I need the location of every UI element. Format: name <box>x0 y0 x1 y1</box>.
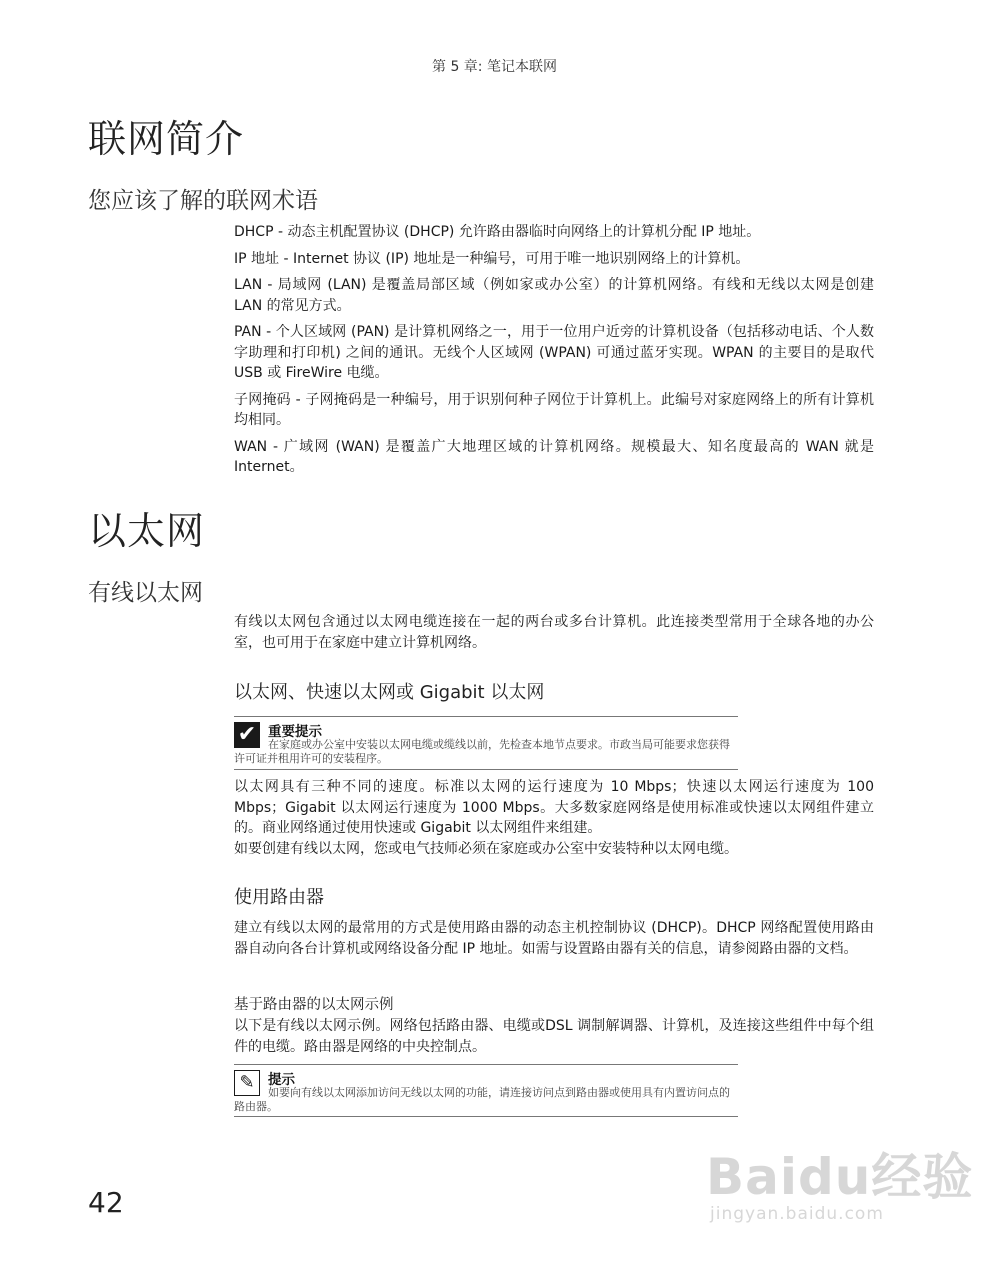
term-item: 子网掩码 - 子网掩码是一种编号，用于识别何种子网位于计算机上。此编号对家庭网络上的所有计算机均相同。 <box>234 391 875 428</box>
term-label: PAN <box>234 324 262 340</box>
note-title: 提示 <box>268 1072 295 1088</box>
ethernet-speeds-paragraph: 以太网具有三种不同的速度。标准以太网的运行速度为 10 Mbps；快速以太网运行速度为 100 Mbps；Gigabit 以太网运行速度为 1000 Mbps。大多数家庭网络是使用标准或快速以太网组件建立的。商业网络通过使用快速或 Gigabit 以太网组件来组建。 <box>234 779 874 836</box>
term-definition: Internet 协议 (IP) 地址是一种编号，可用于唯一地识别网络上的计算机。 <box>292 250 750 267</box>
term-label: WAN <box>234 438 268 455</box>
page-number: 42 <box>88 1186 124 1219</box>
heading-router-example: 基于路由器的以太网示例 <box>234 997 394 1013</box>
chapter-header: 第 5 章: 笔记本联网 <box>432 59 557 75</box>
term-definition: 动态主机配置协议 (DHCP) 允许路由器临时向网络上的计算机分配 IP 地址。 <box>287 224 761 240</box>
term-item: PAN - 个人区域网 (PAN) 是计算机网络之一，用于一位用户近旁的计算机设备（包括移动电话、个人数字助理和打印机) 之间的通讯。无线个人区域网 (WPAN) 可通过蓝牙实现。WPAN 的主要目的是取代 USB 或 FireWire 电缆。 <box>234 324 875 381</box>
tip-note-box <box>234 1064 738 1117</box>
section-title-ethernet: 以太网 <box>88 509 206 553</box>
check-icon: ✔ <box>234 722 260 748</box>
wired-ethernet-intro: 有线以太网包含通过以太网电缆连接在一起的两台或多台计算机。此连接类型常用于全球各地的办公室，也可用于在家庭中建立计算机网络。 <box>234 614 874 651</box>
section-title-networking-intro: 联网简介 <box>88 117 245 161</box>
note-body: 在家庭或办公室中安装以太网电缆或缆线以前，先检查本地节点要求。市政当局可能要求您获得许可证并租用许可的安装程序。 <box>234 738 730 765</box>
term-item: DHCP - 动态主机配置协议 (DHCP) 允许路由器临时向网络上的计算机分配 IP 地址。 <box>234 224 761 240</box>
heading-ethernet-speeds: 以太网、快速以太网或 Gigabit 以太网 <box>234 682 545 703</box>
subsection-title-terms: 您应该了解的联网术语 <box>88 188 318 214</box>
term-definition: 广域网 (WAN) 是覆盖广大地理区域的计算机网络。规模最大、知名度最高的 WAN 就是 Internet。 <box>234 438 874 475</box>
watermark-site: jingyan.baidu.com <box>710 1204 884 1224</box>
term-item: LAN - 局域网 (LAN) 是覆盖局部区域（例如家或办公室）的计算机网络。有线和无线以太网是创建 LAN 的常见方式。 <box>234 277 874 314</box>
term-definition-list <box>234 222 874 484</box>
pencil-icon: ✎ <box>234 1070 260 1096</box>
router-example-paragraph: 以下是有线以太网示例。网络包括路由器、电缆或DSL 调制解调器、计算机，及连接这些组件中每个组件的电缆。路由器是网络的中央控制点。 <box>234 1018 874 1055</box>
router-paragraph: 建立有线以太网的最常用的方式是使用路由器的动态主机控制协议 (DHCP)。DHCP 网络配置使用路由器自动向各台计算机或网络设备分配 IP 地址。如需与设置路由器有关的信息，请参阅路由器的文档。 <box>234 920 874 957</box>
term-label: DHCP <box>234 224 274 240</box>
term-definition: 局域网 (LAN) 是覆盖局部区域（例如家或办公室）的计算机网络。有线和无线以太网是创建 LAN 的常见方式。 <box>234 277 874 314</box>
term-item: WAN - 广域网 (WAN) 是覆盖广大地理区域的计算机网络。规模最大、知名度最高的 WAN 就是 Internet。 <box>234 438 874 475</box>
note-title: 重要提示 <box>268 724 322 740</box>
ethernet-install-paragraph: 如要创建有线以太网，您或电气技师必须在家庭或办公室中安装特种以太网电缆。 <box>234 841 738 857</box>
important-note-box <box>234 716 738 770</box>
watermark <box>706 1150 986 1224</box>
term-item: IP 地址 - Internet 协议 (IP) 地址是一种编号，可用于唯一地识别网络上的计算机。 <box>234 250 750 267</box>
subsection-title-wired-ethernet: 有线以太网 <box>88 580 203 606</box>
term-label: IP 地址 <box>234 250 280 267</box>
term-label: 子网掩码 <box>234 391 291 408</box>
heading-using-router: 使用路由器 <box>234 887 324 908</box>
term-definition: 个人区域网 (PAN) 是计算机网络之一，用于一位用户近旁的计算机设备（包括移动电话、个人数字助理和打印机) 之间的通讯。无线个人区域网 (WPAN) 可通过蓝牙实现。WPAN 的主要目的是取代 USB 或 FireWire 电缆。 <box>234 324 875 381</box>
term-label: LAN <box>234 277 263 293</box>
note-body: 如要向有线以太网添加访问无线以太网的功能，请连接访问点到路由器或使用具有内置访问点的路由器。 <box>234 1086 730 1113</box>
term-definition: 子网掩码是一种编号，用于识别何种子网位于计算机上。此编号对家庭网络上的所有计算机均相同。 <box>234 391 875 428</box>
watermark-logo: Baidu经验 <box>706 1148 974 1206</box>
